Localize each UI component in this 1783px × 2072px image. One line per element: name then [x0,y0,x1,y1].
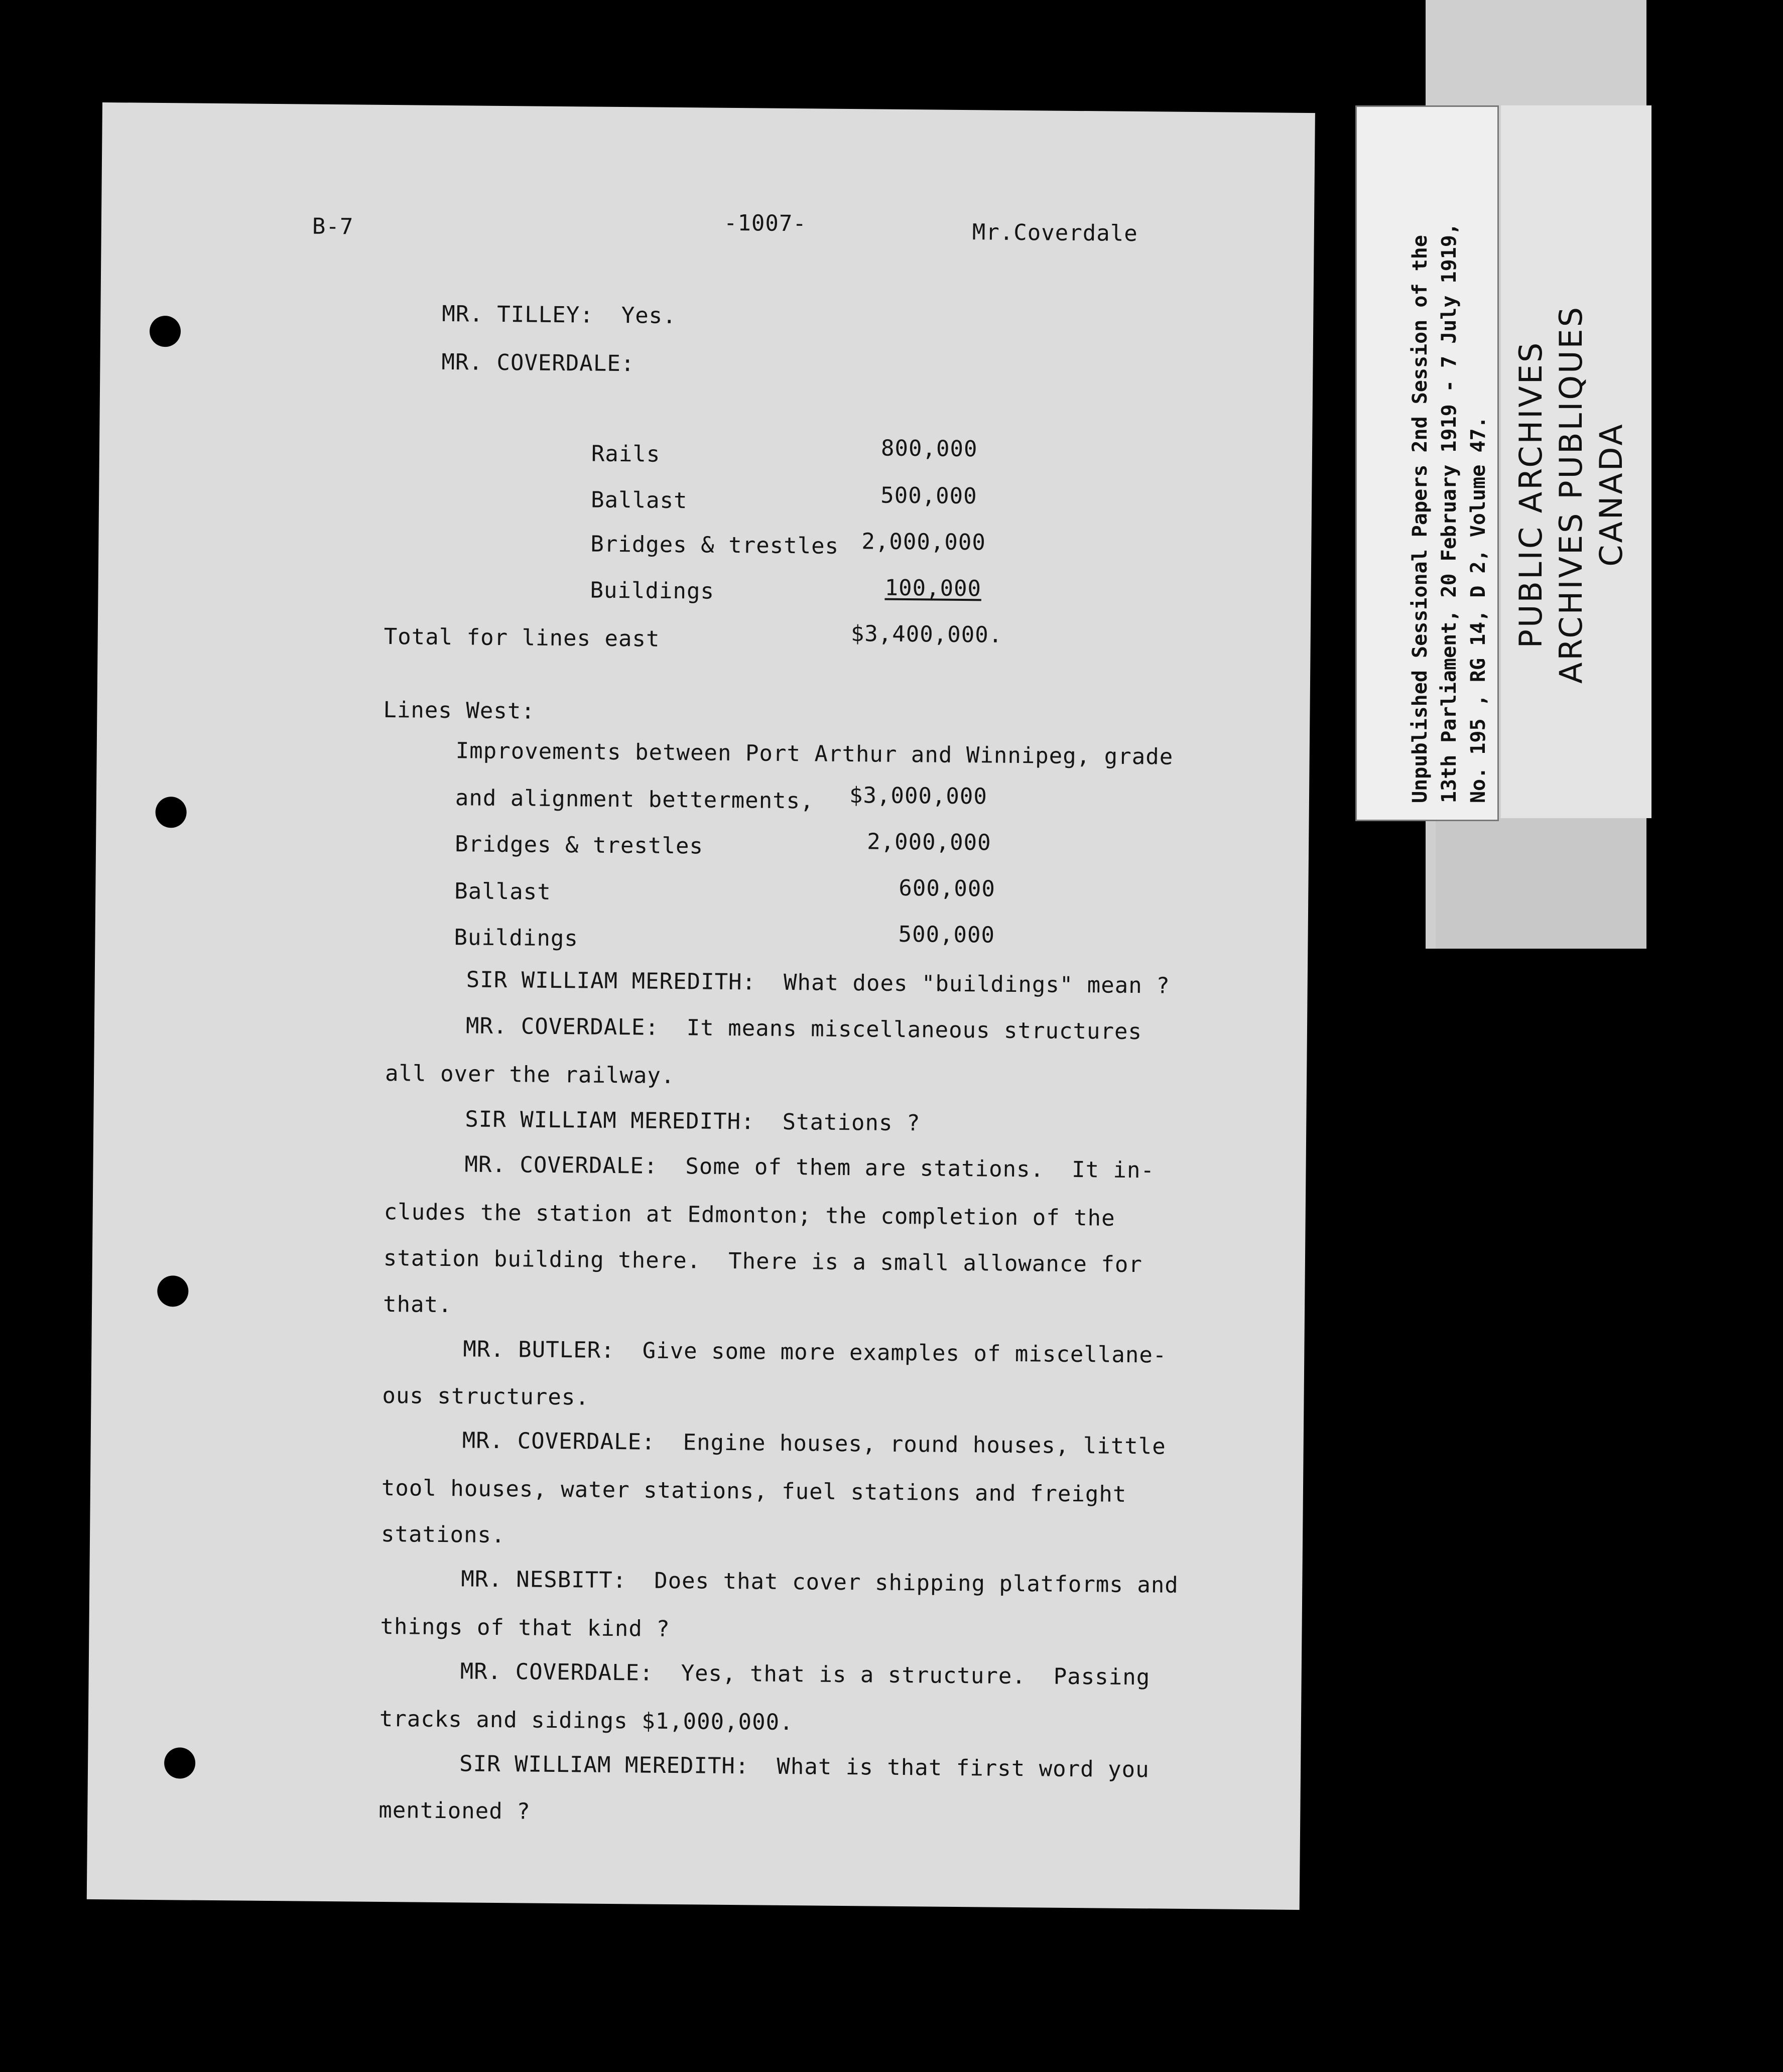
ledger-value: 800,000 [880,435,978,462]
archive-stamp-line: ARCHIVES PUBLIQUES [1553,305,1589,684]
punch-hole [164,1747,196,1779]
ledger-label: Bridges & trestles [590,531,839,559]
dialogue-line: all over the railway. [385,1060,675,1089]
archive-stamp [1511,281,1631,708]
ledger-total-label: Total for lines east [384,623,660,652]
page-header-left: B-7 [312,213,354,240]
punch-hole [155,797,187,828]
dialogue-line: MR. COVERDALE: [441,349,635,377]
dialogue-line: MR. COVERDALE: Engine houses, round houses, little [462,1428,1166,1460]
section-heading: Lines West: [383,697,536,724]
ledger-label: Bridges & trestles [454,831,704,859]
archive-label-line: 13th Parliament, 20 February 1919 - 7 July 1919, [1438,223,1461,803]
dialogue-line: tracks and sidings $1,000,000. [379,1706,794,1736]
ledger-label: Rails [591,441,661,467]
dialogue-line: cludes the station at Edmonton; the completion of the [384,1199,1115,1231]
punch-hole [157,1275,189,1307]
dialogue-line: SIR WILLIAM MEREDITH: Stations ? [465,1106,921,1136]
ledger-label: and alignment betterments, [455,785,814,814]
ledger-value: 600,000 [899,875,996,902]
archive-label-text [1406,223,1493,803]
archive-stamp-line: CANADA [1593,422,1629,567]
dialogue-line: station building there. There is a small allowance for [383,1245,1143,1278]
dialogue-line: SIR WILLIAM MEREDITH: What is that first word you [459,1751,1150,1783]
document-page [87,102,1315,1910]
ledger-label: Buildings [590,577,715,604]
dialogue-line: that. [383,1291,452,1318]
dialogue-line: ous structures. [382,1382,590,1410]
page-number: -1007- [723,210,807,237]
dialogue-line: SIR WILLIAM MEREDITH: What does "buildings" mean ? [466,967,1170,999]
ledger-label: Ballast [590,487,688,514]
dialogue-line: MR. TILLEY: Yes. [442,301,677,329]
dialogue-line: MR. COVERDALE: Yes, that is a structure. Passing [460,1658,1151,1691]
ledger-value: 100,000 [884,575,982,602]
ledger-value: 2,000,000 [861,529,986,556]
ledger-value: 500,000 [898,921,995,948]
punch-hole [150,316,181,347]
dialogue-line: tool houses, water stations, fuel stations and freight [381,1475,1127,1507]
dialogue-line: MR. BUTLER: Give some more examples of miscellane- [463,1336,1167,1368]
ledger-total-value: $3,400,000. [850,621,1003,648]
ledger-label: Buildings [454,925,579,952]
dialogue-line: MR. COVERDALE: Some of them are stations. It in- [464,1151,1155,1184]
ledger-value: 500,000 [880,482,977,509]
dialogue-line: things of that kind ? [380,1613,671,1642]
dialogue-line: stations. [380,1521,505,1548]
page-header-right: Mr.Coverdale [972,219,1138,247]
dialogue-line: MR. NESBITT: Does that cover shipping platforms and [461,1566,1179,1598]
archive-label-line: Unpublished Sessional Papers 2nd Session of the [1409,235,1432,803]
archive-stamp-line: PUBLIC ARCHIVES [1512,340,1549,649]
ledger-value: 2,000,000 [866,829,991,856]
ledger-line: Improvements between Port Arthur and Winnipeg, grade [455,738,1174,770]
ledger-label: Ballast [454,878,551,905]
dialogue-line: mentioned ? [378,1797,531,1825]
archive-label-line: No. 195 , RG 14, D 2, Volume 47. [1467,416,1490,803]
dialogue-line: MR. COVERDALE: It means miscellaneous structures [465,1013,1142,1045]
folder-tab-bottom [1436,818,1646,949]
ledger-value: $3,000,000 [849,783,988,810]
